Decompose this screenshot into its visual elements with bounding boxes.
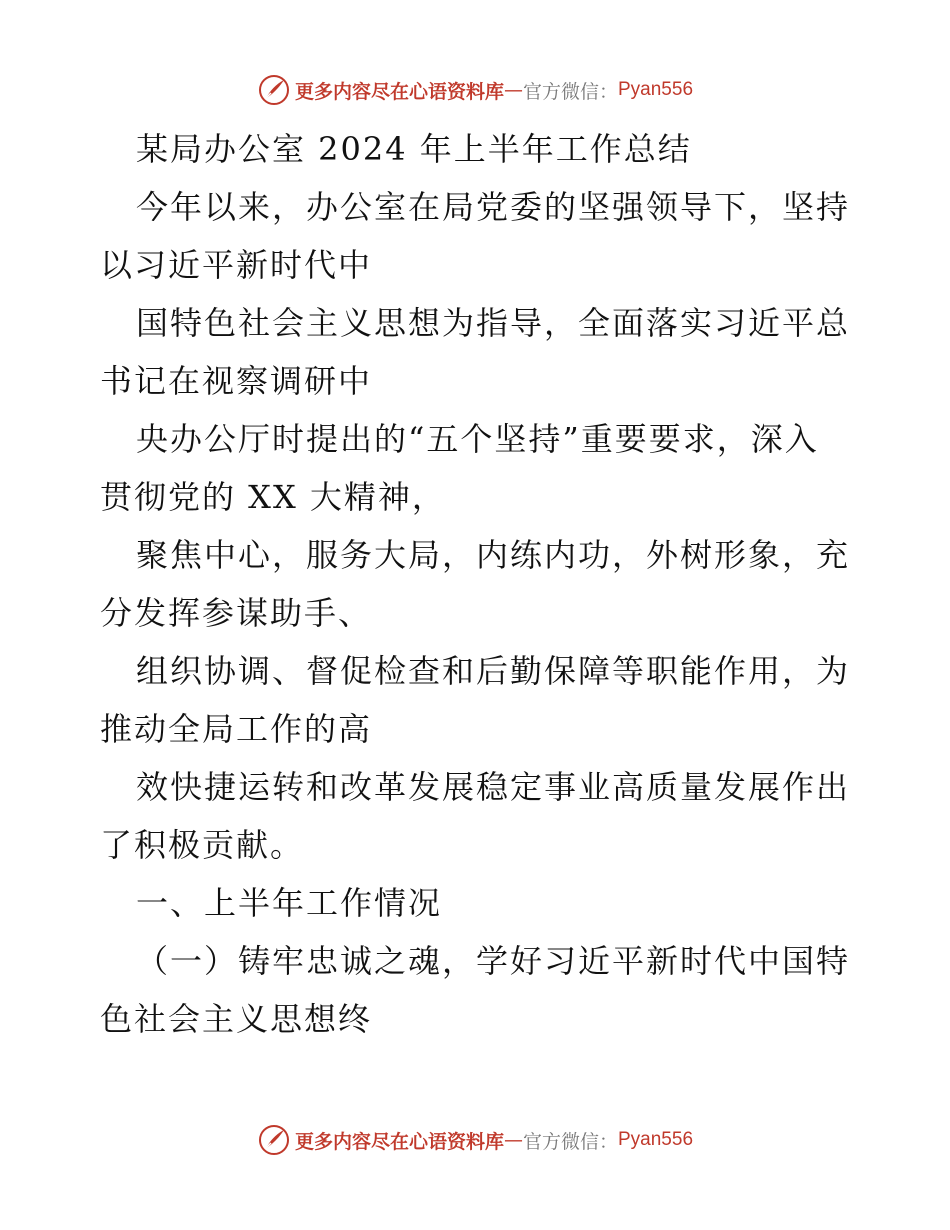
- paragraph-line: 效快捷运转和改革发展稳定事业高质量发展作出: [136, 768, 851, 806]
- watermark-brand: 更多内容尽在心语资料库: [294, 80, 504, 103]
- feather-pen-logo-icon: [257, 1123, 291, 1157]
- paragraph-line: 今年以来，办公室在局党委的坚强领导下，坚持: [136, 188, 851, 226]
- paragraph-line: 组织协调、督促检查和后勤保障等职能作用，为: [136, 652, 851, 690]
- paragraph-line: 推动全局工作的高: [100, 710, 373, 748]
- paragraph-line: 了积极贡献。: [100, 826, 305, 864]
- paragraph-line: 国特色社会主义思想为指导，全面落实习近平总: [136, 304, 851, 342]
- watermark-separator: —: [503, 1129, 523, 1151]
- section-heading: 一、上半年工作情况: [136, 884, 443, 922]
- paragraph-line: 以习近平新时代中: [100, 246, 373, 284]
- watermark-separator: —: [503, 79, 523, 101]
- paragraph-line: 书记在视察调研中: [100, 362, 373, 400]
- watermark-id: Pyan556: [618, 1129, 694, 1150]
- watermark-label: 官方微信：: [522, 80, 618, 103]
- paragraph-line: 分发挥参谋助手、: [100, 594, 373, 632]
- header-watermark: [0, 70, 950, 110]
- watermark-label: 官方微信：: [522, 1130, 618, 1153]
- document-title: 某局办公室 2024 年上半年工作总结: [136, 130, 692, 168]
- subsection-heading: （一）铸牢忠诚之魂，学好习近平新时代中国特: [136, 942, 851, 980]
- feather-pen-logo-icon: [257, 73, 291, 107]
- document-body: [100, 120, 852, 1048]
- paragraph-line: 聚焦中心，服务大局，内练内功，外树形象，充: [136, 536, 851, 574]
- paragraph-line: 色社会主义思想终: [100, 1000, 373, 1038]
- paragraph-line: 贯彻党的 XX 大精神，: [100, 478, 446, 516]
- watermark-id: Pyan556: [618, 79, 694, 100]
- watermark-brand: 更多内容尽在心语资料库: [294, 1130, 504, 1153]
- footer-watermark: [0, 1120, 950, 1160]
- paragraph-line: 央办公厅时提出的“五个坚持”重要要求，深入: [136, 420, 819, 458]
